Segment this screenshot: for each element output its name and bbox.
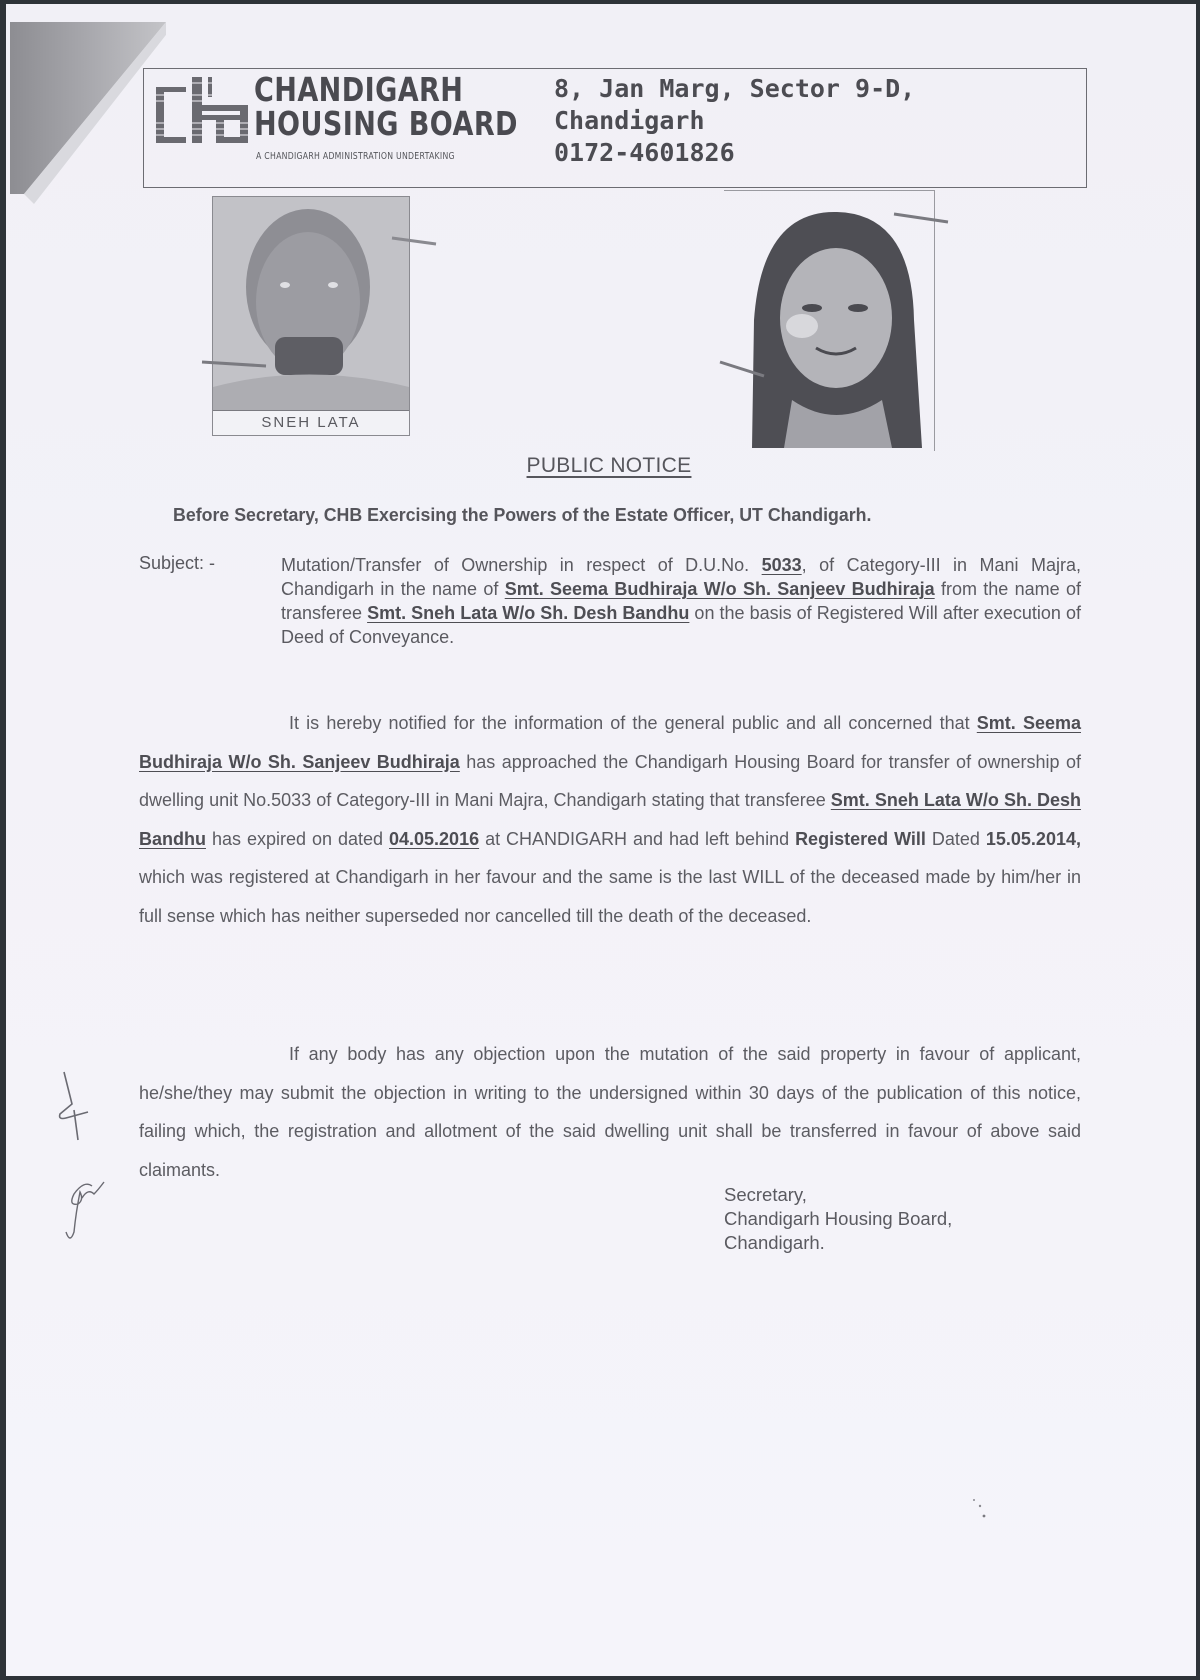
notice-title: [6, 454, 1196, 478]
transferee-name: Smt. Sneh Lata W/o Sh. Desh Bandhu: [367, 603, 690, 623]
photo-seema-budhiraja: [732, 200, 928, 448]
du-number: 5033: [761, 555, 802, 575]
document-page: [6, 4, 1196, 1676]
para-text: has expired on dated: [206, 828, 389, 849]
para-text: It is hereby notified for the information of the general public and all concerned that: [289, 713, 977, 733]
notice-title-text: PUBLIC NOTICE: [526, 454, 692, 477]
subject-text: [281, 553, 1081, 649]
notice-paragraph-2: [139, 1035, 1081, 1189]
para-text: which was registered at Chandigarh in her favour and the same is the last WILL of the deceased made by him/her in full sense which has neither superseded nor cancelled till the death of the deceased.: [139, 867, 1081, 926]
subject-label: Subject: -: [139, 553, 216, 573]
signatory-city: Chandigarh.: [724, 1232, 825, 1253]
para-text: Dated: [925, 828, 986, 849]
pin-mark: [718, 358, 778, 382]
subject-text-part: on the basis of Registered Will after execution of Deed of Conveyance.: [281, 603, 1081, 647]
para-text: has approached the Chandigarh Housing Board for transfer of ownership of dwelling unit No.5033 of Category-III in Mani Majra, Chandigarh stating that transferee: [139, 751, 1081, 810]
photo-caption: SNEH LATA: [213, 410, 409, 435]
folded-corner: [6, 4, 166, 204]
org-name: [254, 70, 518, 143]
portrait-female-image: [732, 200, 928, 448]
applicant-name: Smt. Seema Budhiraja W/o Sh. Sanjeev Budhiraja: [504, 579, 935, 599]
subject-text-part: from the name of transferee: [281, 579, 1081, 623]
applicant-name: Smt. Seema Budhiraja W/o Sh. Sanjeev Budhiraja: [139, 713, 1081, 772]
pin-mark: [892, 210, 952, 230]
death-date: 04.05.2016: [389, 828, 480, 849]
phone-number: 0172-4601826: [554, 138, 735, 167]
org-tagline: A CHANDIGARH ADMINISTRATION UNDERTAKING: [256, 151, 455, 162]
org-name-line1: CHANDIGARH: [254, 70, 464, 109]
notice-paragraph-1: [139, 704, 1081, 935]
will-label: Registered Will: [795, 828, 926, 849]
will-date: 15.05.2014,: [985, 828, 1081, 849]
photo-sneh-lata: [212, 196, 410, 436]
pin-mark: [200, 358, 270, 374]
scan-speck: [966, 1494, 1006, 1534]
handwritten-initials: [44, 1062, 124, 1262]
para-text: If any body has any objection upon the mutation of the said property in favour of applicant, he/she/they may submit the objection in writing to the undersigned within 30 days of the publication of this notice, failing which, the registration and allotment of the said dwelling unit shall be transferred in favour of above said claimants.: [139, 1044, 1081, 1180]
address-line1: 8, Jan Marg, Sector 9-D,: [554, 74, 916, 103]
portrait-male-image: [213, 197, 409, 411]
transferee-name: Smt. Sneh Lata W/o Sh. Desh Bandhu: [139, 790, 1082, 849]
address-block: [554, 73, 915, 169]
pin-mark: [390, 234, 440, 254]
signatory-title: Secretary,: [724, 1184, 807, 1205]
subject-text-part: Mutation/Transfer of Ownership in respect of D.U.No.: [281, 555, 762, 575]
subject-text-part: , of Category-III in Mani Majra, Chandigarh in the name of: [281, 555, 1081, 599]
signatory-org: Chandigarh Housing Board,: [724, 1208, 953, 1229]
para-text: at CHANDIGARH and had left behind: [479, 828, 796, 849]
chb-logo-icon: [154, 75, 249, 155]
signature-block: [724, 1183, 952, 1255]
letterhead: [143, 68, 1087, 188]
org-name-line2: HOUSING BOARD: [254, 104, 518, 143]
authority-line: Before Secretary, CHB Exercising the Powers of the Estate Officer, UT Chandigarh.: [173, 504, 872, 525]
address-line2: Chandigarh: [554, 106, 705, 135]
